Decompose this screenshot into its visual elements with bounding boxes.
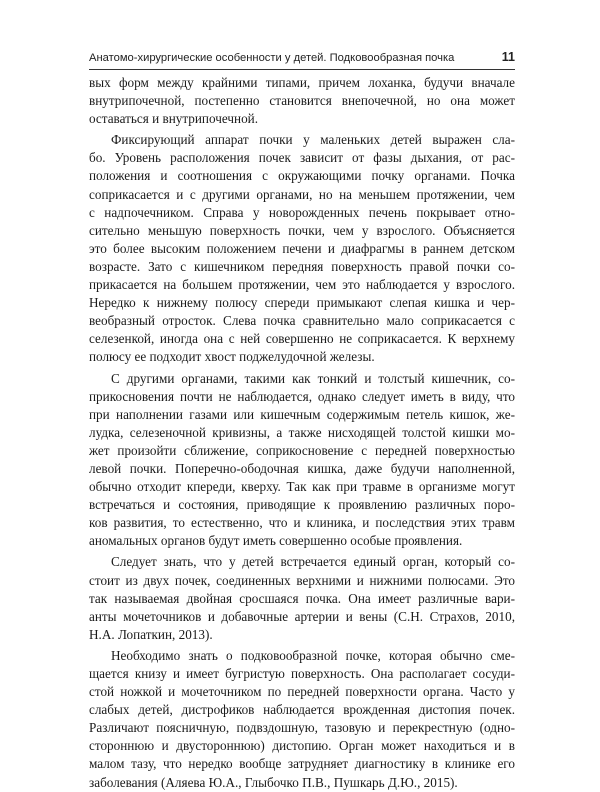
running-header (89, 50, 515, 64)
text-line: соприкасается и с другими органами, но на меньшем протяжении, чем (89, 186, 515, 202)
text-line: Следует знать, что у детей встречается единый орган, который со- (111, 554, 515, 570)
text-line: стой ножкой и мочеточником по передней поверхности органа. Часто у (89, 684, 515, 700)
text-line: встречаться и состояния, приводящие к проявлению различных поро- (89, 497, 515, 513)
text-line: прикасается на большем протяжении, чем это наблюдается у взрослого. (89, 277, 515, 293)
text-line: оставаться и внутрипочечной. (89, 111, 259, 127)
text-line: внутрипочечной, постепенно становится внепочечной, но она может (89, 93, 515, 109)
text-line: ков развития, то естественно, что и клиника, и последствия этих травм (89, 515, 515, 531)
text-line: селезенкой, иногда она с ней совершенно не соприкасается. К верхнему (89, 331, 515, 347)
text-line: С другими органами, такими как тонкий и толстый кишечник, со- (111, 370, 515, 386)
paragraph (89, 74, 515, 128)
text-line: лудка, селезеночной кривизны, а также нисходящей толстой кишки мо- (89, 424, 515, 440)
text-line: веобразный отросток. Слева почка сравнительно мало соприкасается с (89, 313, 515, 329)
paragraph (89, 553, 515, 643)
text-line: Фиксирующий аппарат почки у маленьких детей выражен сла- (111, 132, 515, 148)
text-line: так называемая двойная сросшаяся почка. Она имеет различные вари- (89, 590, 515, 606)
text-line: стороннюю и двустороннюю) дистопию. Орган может находиться и в (89, 738, 515, 754)
text-line: обычно отходит кпереди, кверху. Так как при травме в организме могут (89, 479, 515, 495)
text-line: заболевания (Аляева Ю.А., Глыбочко П.В., Пушкарь Д.Ю., 2015). (89, 774, 458, 790)
text-line: левой почки. Поперечно-ободочная кишка, даже будучи наполненной, (89, 460, 515, 476)
text-line: с надпочечником. Справа у новорожденных печень покрывает отно- (89, 204, 515, 220)
text-line: возрасте. Зато с кишечником передняя поверхность правой почки со- (89, 258, 515, 274)
text-line: полюсу ее подходит хвост поджелудочной железы. (89, 349, 375, 365)
text-line: Нередко к нижнему полюсу спереди примыкают слепая кишка и чер- (89, 295, 515, 311)
paragraph (89, 647, 515, 792)
text-line: жет произойти сближение, соприкосновение с передней поверхностью (89, 442, 515, 458)
text-line: малом тазу, что нередко вообще затрудняет диагностику в клинике его (89, 756, 515, 772)
body-text (89, 74, 515, 792)
text-line: аномальных органов будут иметь совершенно особые проявления. (89, 533, 463, 549)
text-line: Различают поясничную, подвздошную, тазовую и перекрестную (одно- (89, 720, 515, 736)
text-line: щается книзу и имеет бугристую поверхность. Она располагает сосуди- (89, 666, 515, 681)
text-line: положения и соотношения с окружающими почку органами. Почка (89, 168, 515, 184)
text-line: вых форм между крайними типами, причем лоханка, будучи вначале (89, 75, 515, 90)
text-line: Необходимо знать о подковообразной почке, которая обычно сме- (111, 647, 515, 663)
text-line: стоит из двух почек, соединенных верхними и нижними полюсами. Это (89, 572, 515, 588)
text-line: это более высоким положением печени и диафрагмы в раннем детском (89, 240, 515, 256)
running-title: Анатомо-хирургические особенности у детей. Подковообразная почка (89, 52, 455, 64)
text-line: слабых детей, дистрофиков наблюдается врожденная дистопия почек. (89, 702, 515, 718)
text-line: при наполнении газами или кишечным содержимым петель кишок, же- (89, 406, 515, 422)
paragraph (89, 131, 515, 366)
text-line: прикосновения почти не наблюдается, однако следует иметь в виду, что (89, 388, 515, 404)
text-line: анты мочеточников и добавочные артерии и вены (С.Н. Страхов, 2010, (89, 608, 515, 624)
text-line: сительно меньшую поверхность почки, чем у взрослого. Объясняется (89, 222, 515, 238)
text-line: бо. Уровень расположения почек зависит от фазы дыхания, от рас- (89, 150, 515, 166)
paragraph (89, 370, 515, 551)
header-rule (89, 69, 515, 70)
page-number: 11 (501, 50, 515, 64)
text-line: Н.А. Лопаткин, 2013). (89, 626, 213, 642)
